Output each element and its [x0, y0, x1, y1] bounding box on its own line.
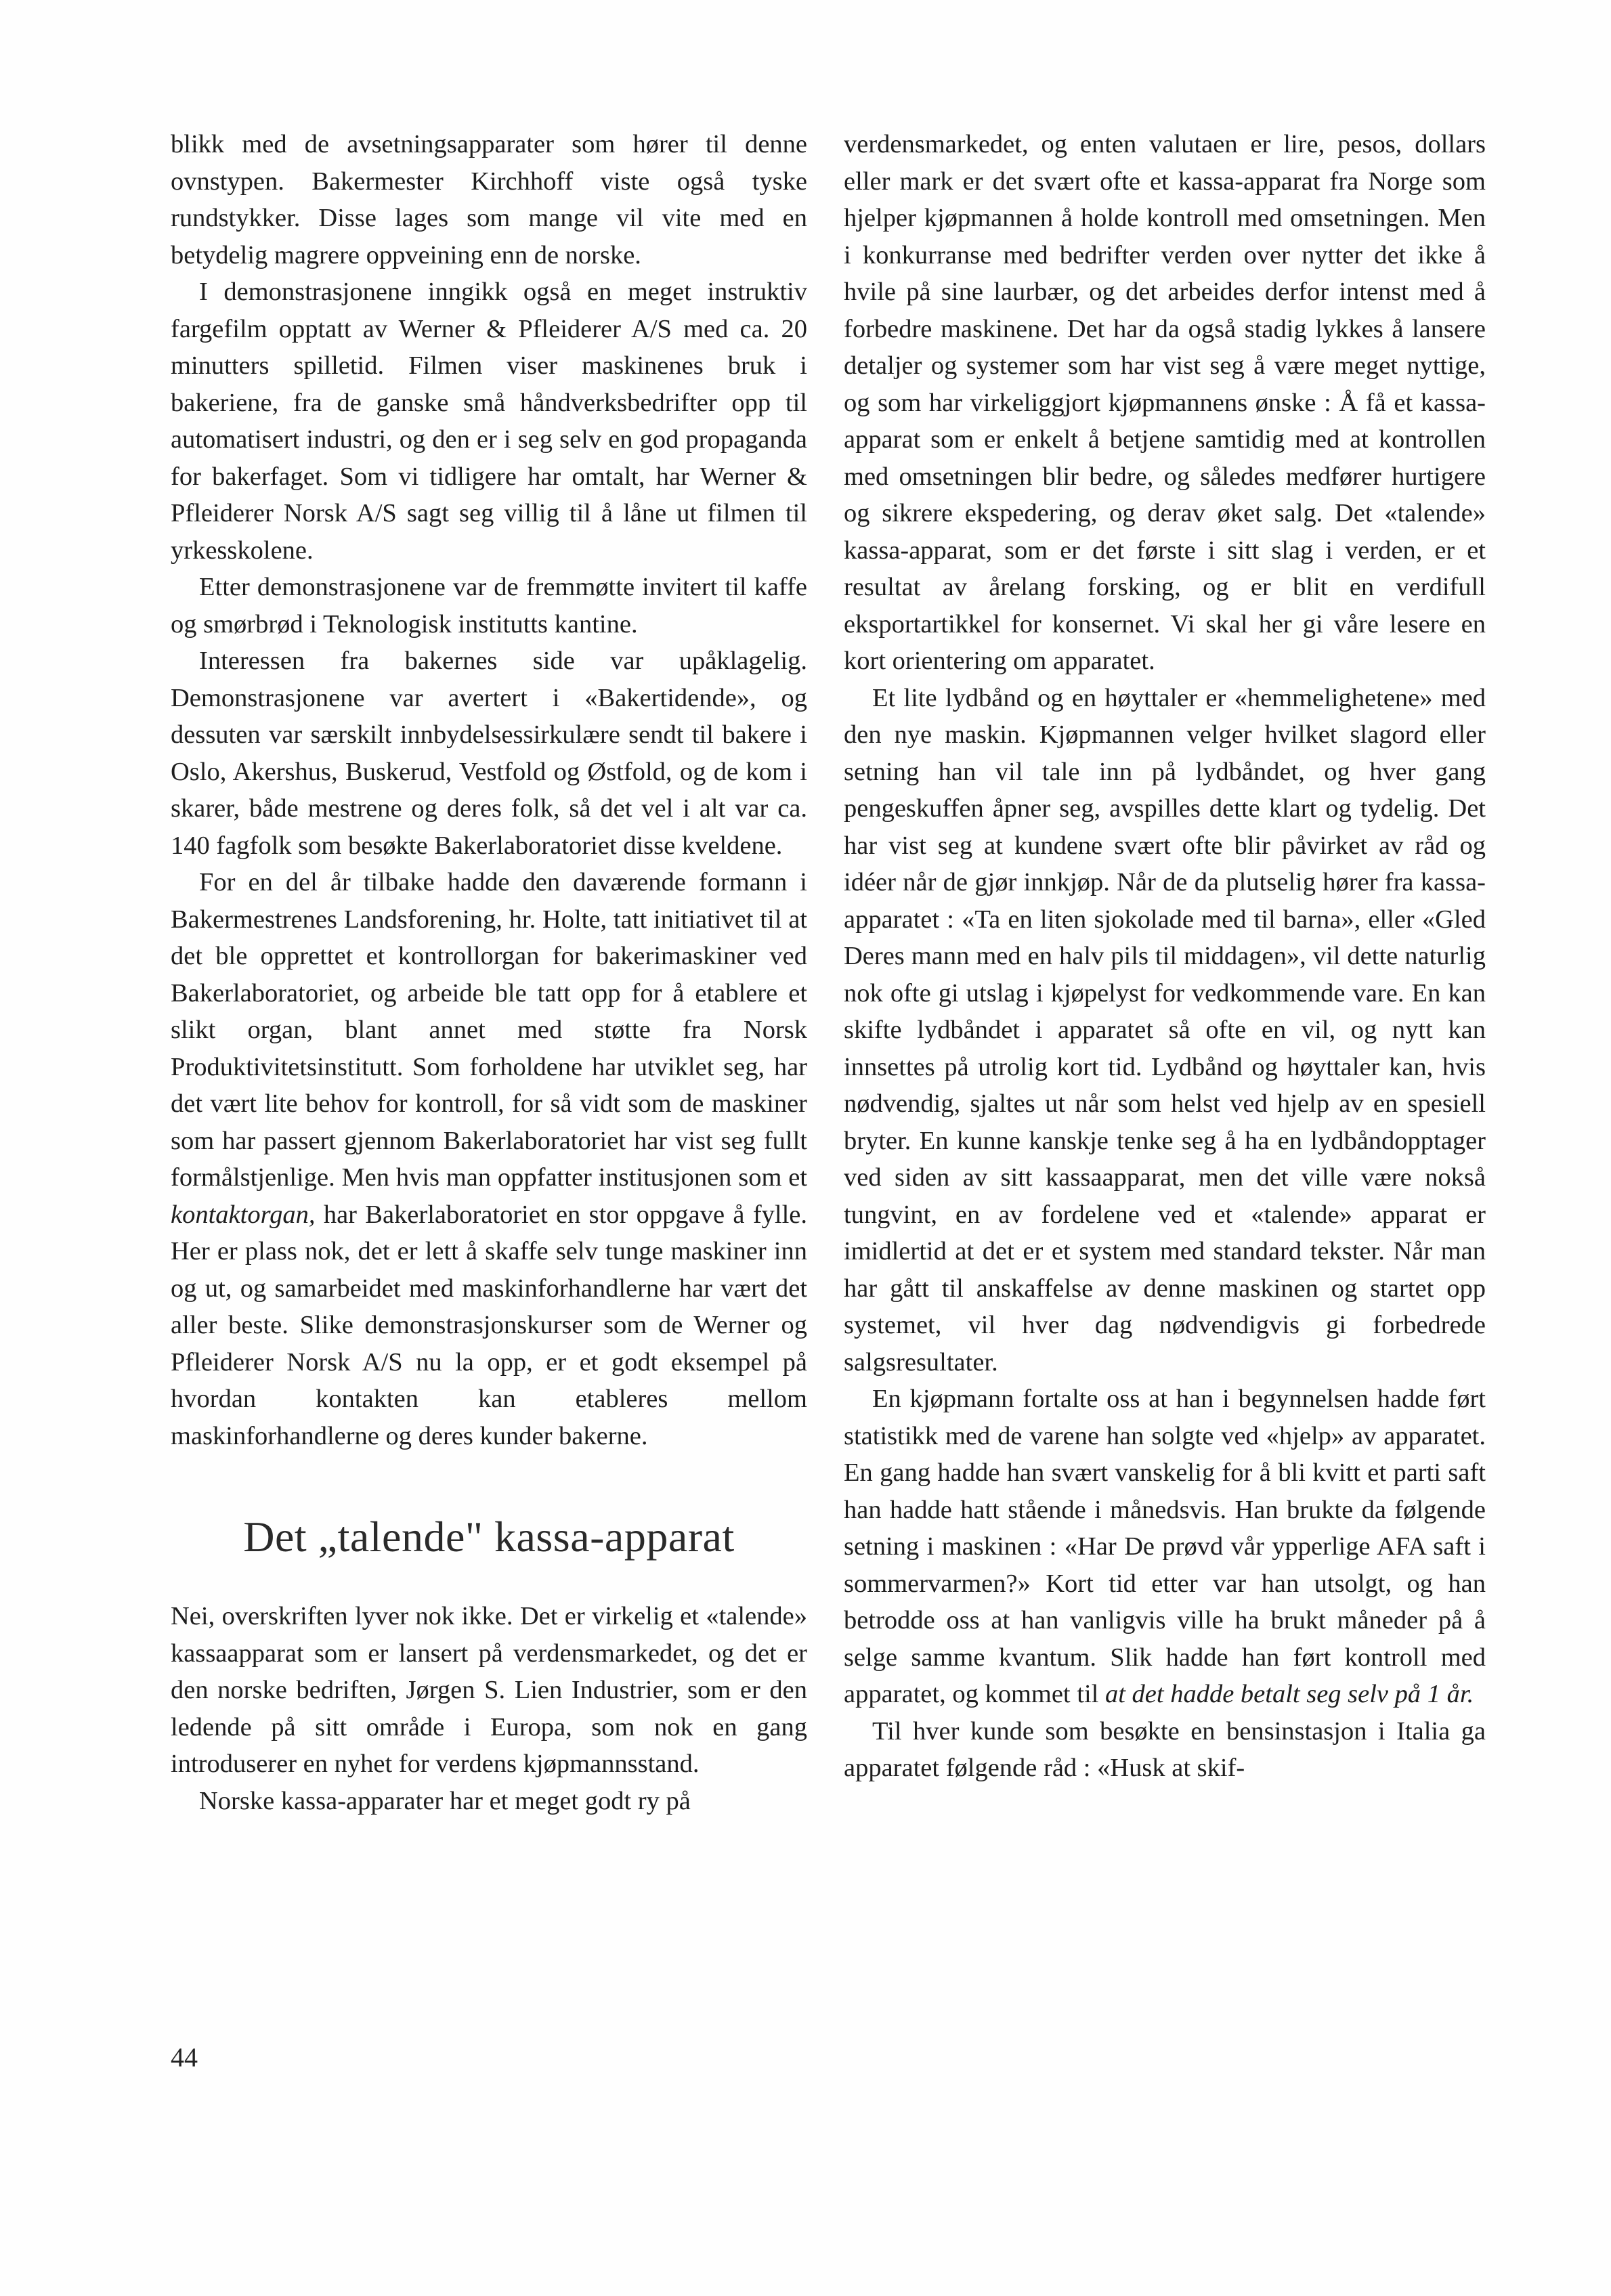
paragraph: Til hver kunde som besøkte en bensinstasjon i Italia ga apparatet følgende råd : «Husk at skif- — [844, 1716, 1486, 1782]
paragraph: Etter demonstrasjonene var de fremmøtte invitert til kaffe og smørbrød i Teknologisk institutts kantine. — [171, 573, 807, 638]
paragraph: Et lite lydbånd og en høyttaler er «hemmelighetene» med den nye maskin. Kjøpmannen velger hvilket slagord eller setning han vil tale inn på lydbåndet, og hver gang pengeskuffen åpner seg, avspilles dette klart og tydelig. Det har vist seg at kundene svært ofte blir påvirket av råd og idéer når de gjør innkjøp. Når de da plutselig hører fra kassa-apparatet : «Ta en liten sjokolade med til barna», eller «Gled Deres mann med en halv pils til middagen», vil dette naturlig nok ofte gi utslag i kjøpelyst for vedkommende vare. En kan skifte lydbåndet i apparatet så ofte en vil, og nytt kan innsettes på utrolig kort tid. Lydbånd og høyttaler kan, hvis nødvendig, sjaltes ut når som helst ved hjelp av en spesiell bryter. En kunne kanskje tenke seg å ha en lydbåndopptager ved siden av sitt kassaapparat, men det ville være nokså tungvint, en av fordelene ved et «talende» apparat er imidlertid at det er et system med standard tekster. Når man har gått til anskaffelse av denne maskinen og startet opp systemet, vil hver dag nødvendigvis gi forbedrede salgsresultater. — [844, 683, 1486, 1377]
paragraph — [171, 864, 807, 1454]
paragraph: I demonstrasjonene inngikk også en meget instruktiv fargefilm opptatt av Werner & Pfleiderer A/S med ca. 20 minutters spilletid. Filmen viser maskinenes bruk i bakeriene, fra de ganske små håndverksbedrifter opp til automatisert industri, og den er i seg selv en god propaganda for bakerfaget. Som vi tidligere har omtalt, har Werner & Pfleiderer Norsk A/S sagt seg villig til å låne ut filmen til yrkesskolene. — [171, 278, 807, 565]
paragraph: Norske kassa-apparater har et meget godt ry på — [199, 1786, 691, 1815]
paragraph-text: En kjøpmann fortalte oss at han i begynnelsen hadde ført statistikk med de varene han solgte ved «hjelp» av apparatet. En gang hadde han svært vanskelig for å bli kvitt et parti saft han hadde hatt stående i månedsvis. Han brukte da følgende setning i maskinen : «Har De prøvd vår ypperlige AFA saft i sommervarmen?» Kort tid etter var han utsolgt, og han betrodde oss at han vanligvis ville ha brukt måneder på å selge samme kvantum. Slik hadde han ført kontroll med apparatet, og kommet til — [844, 1385, 1486, 1708]
paragraph-text: For en del år tilbake hadde den daværende formann i Bakermestrenes Landsforening, hr. Holte, tatt initiativet til at det ble opprettet et kontrollorgan for bakerimaskiner ved Bakerlaboratoriet, og arbeide ble tatt opp for å etablere et slikt organ, blant annet med støtte fra Norsk Produktivitetsinstitutt. Som forholdene har utviklet seg, har det vært lite behov for kontroll, for så vidt som de maskiner som har passert gjennom Bakerlaboratoriet har vist seg fullt formålstjenlige. Men hvis man oppfatter institusjonen som et — [171, 868, 807, 1192]
section-heading: Det „talende" kassa-apparat — [243, 1513, 735, 1561]
paragraph: verdensmarkedet, og enten valutaen er lire, pesos, dollars eller mark er det svært ofte et kassa-apparat fra Norge som hjelper kjøpmannen å holde kontroll med omsetningen. Men i konkurranse med bedrifter verden over nytter det ikke å hvile på sine laurbær, og det arbeides derfor intenst med å forbedre maskinene. Det har da også stadig lykkes å lansere detaljer og systemer som har vist seg å være meget nyttige, og som har virkeliggjort kjøpmannens ønske : Å få et kassa-apparat som er enkelt å betjene samtidig med at kontrollen med omsetningen blir bedre, og således medfører hurtigere og sikrere ekspedering, og derav øket salg. Det «talende» kassa-apparat, som er det første i sitt slag i verden, er et resultat av årelang forsking, og er blit en verdifull eksportartikkel for konsernet. Vi skal her gi våre lesere en kort orientering om apparatet. — [844, 130, 1486, 675]
page-number: 44 — [171, 2042, 198, 2073]
paragraph: blikk med de avsetningsapparater som hører til denne ovnstypen. Bakermester Kirchhoff viste også tyske rundstykker. Disse lages som mange vil vite med en betydelig magrere oppveining enn de norske. — [171, 130, 807, 269]
left-column — [171, 126, 807, 1819]
right-column — [844, 126, 1486, 1787]
emphasis-text: kontaktorgan, — [171, 1200, 316, 1229]
paragraph — [844, 1381, 1486, 1713]
paragraph: Nei, overskriften lyver nok ikke. Det er virkelig et «talende» kassaapparat som er lansert på verdensmarkedet, og det er den norske bedriften, Jørgen S. Lien Industrier, som er den ledende på sitt område i Europa, som nok en gang introduserer en nyhet for verdens kjøpmannsstand. — [171, 1602, 807, 1778]
emphasis-text: at det hadde betalt seg selv på 1 år. — [1104, 1680, 1474, 1708]
paragraph-text: har Bakerlaboratoriet en stor oppgave å fylle. Her er plass nok, det er lett å skaffe selv tunge maskiner inn og ut, og samarbeidet med maskinforhandlerne har vært det aller beste. Slike demonstrasjonskurser som de Werner og Pfleiderer Norsk A/S nu la opp, er et godt eksempel på hvordan kontakten kan etableres mellom maskinforhandlerne og deres kunder bakerne. — [171, 1200, 807, 1450]
paragraph: Interessen fra bakernes side var upåklagelig. Demonstrasjonene var avertert i «Bakertidende», og dessuten var særskilt innbydelsessirkulære sendt til bakere i Oslo, Akershus, Buskerud, Vestfold og Østfold, og de kom i skarer, både mestrene og deres folk, så det vel i alt var ca. 140 fagfolk som besøkte Bakerlaboratoriet disse kveldene. — [171, 647, 807, 860]
